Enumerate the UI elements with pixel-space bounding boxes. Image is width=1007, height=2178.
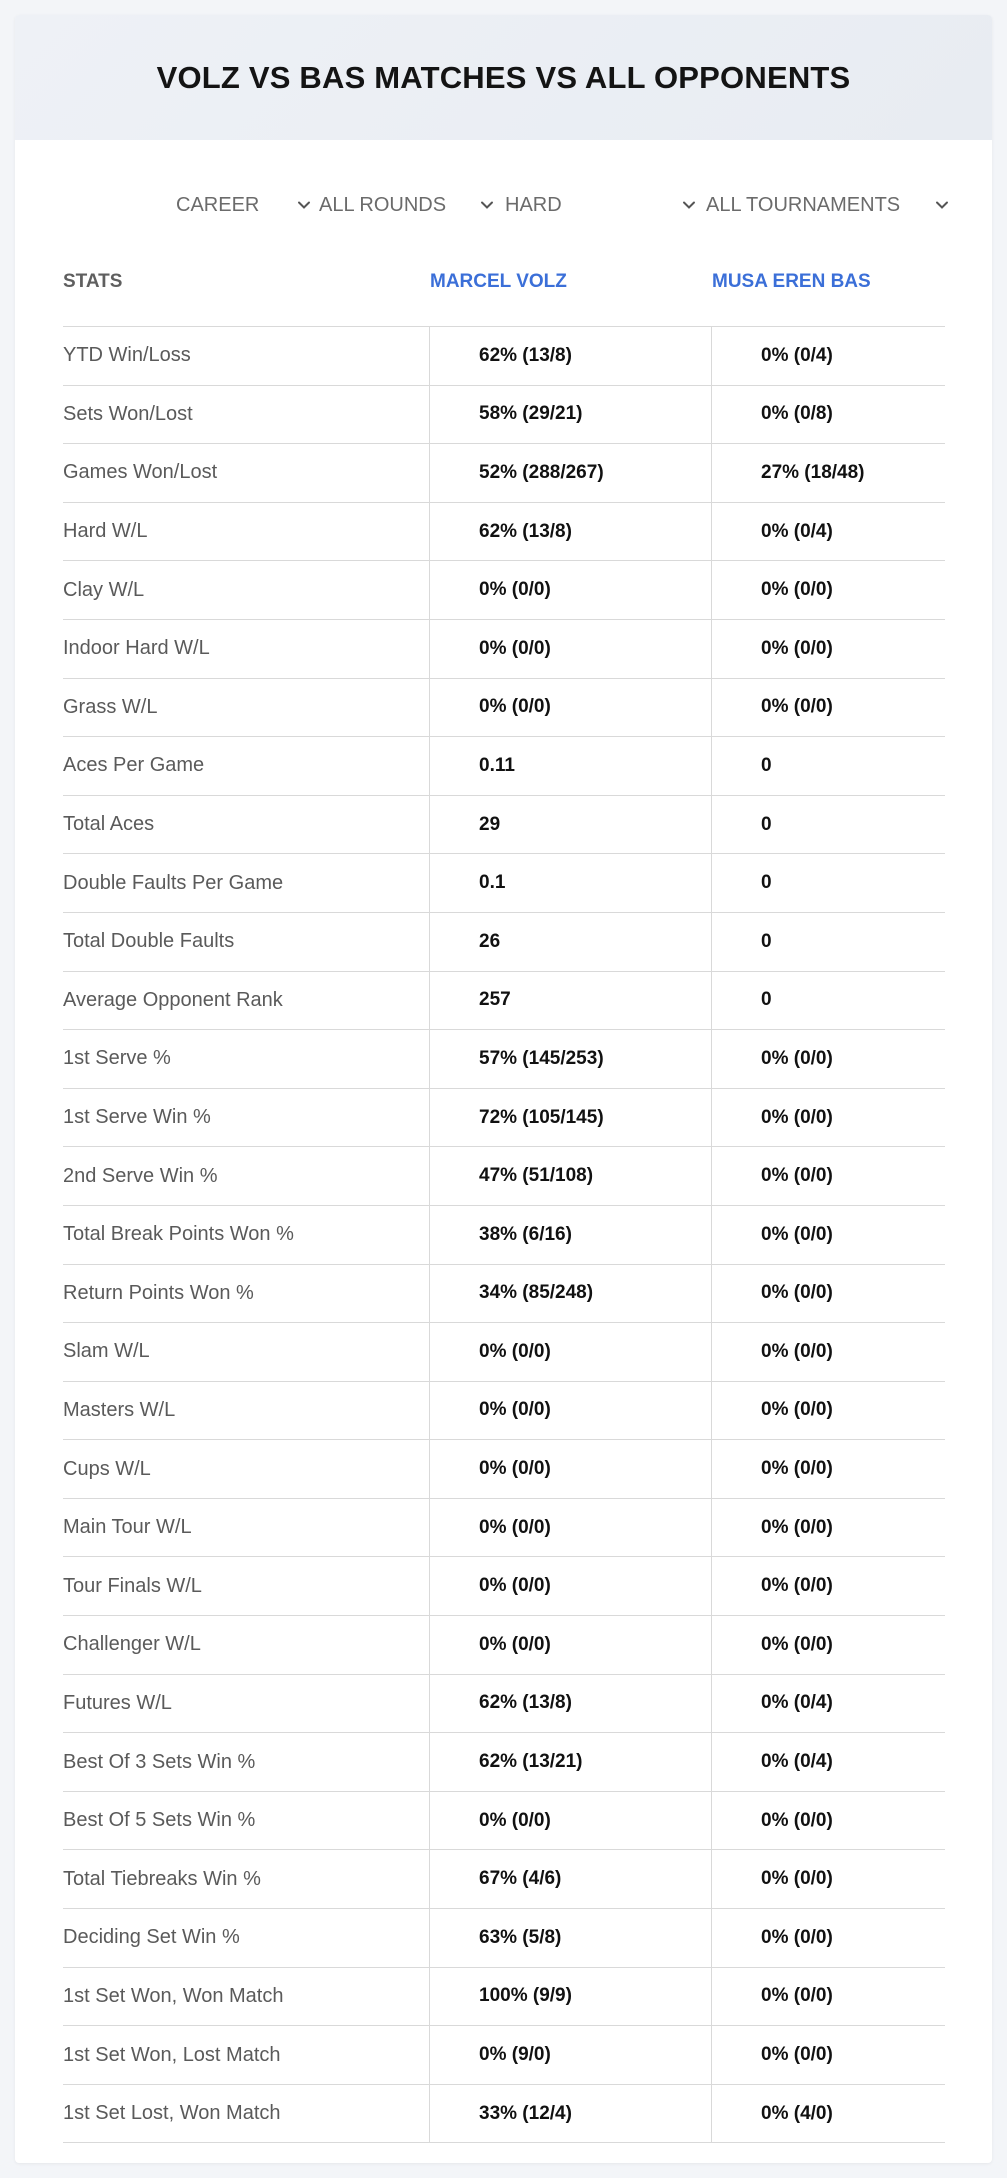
stat-label: Double Faults Per Game [63,871,284,894]
player1-value: 33% (12/4) [479,2102,572,2124]
stat-label: 1st Set Lost, Won Match [63,2102,281,2125]
table-row [63,1030,945,1089]
player1-value: 0% (0/0) [479,579,551,601]
stat-label: Indoor Hard W/L [63,637,210,660]
player1-value: 62% (13/21) [479,1751,583,1773]
player1-value: 52% (288/267) [479,461,604,483]
player2-value: 0% (0/0) [761,1926,833,1948]
stat-label: Tour Finals W/L [63,1574,202,1597]
table-row [63,2085,945,2144]
table-row [63,1499,945,1558]
player2-value: 0% (0/0) [761,1809,833,1831]
player2-value: 0% (0/4) [761,520,833,542]
player1-value: 67% (4/6) [479,1868,562,1890]
table-row [63,561,945,620]
table-header [63,255,945,327]
chevron-down-icon [296,197,312,213]
table-row [63,386,945,445]
stat-label: Clay W/L [63,578,145,601]
table-row [63,1675,945,1734]
stat-label: Total Double Faults [63,930,235,953]
stat-label: Challenger W/L [63,1633,201,1656]
stat-label: Return Points Won % [63,1281,254,1304]
player2-value: 0% (0/0) [761,1282,833,1304]
chevron-down-icon [681,197,697,213]
stat-label: Deciding Set Win % [63,1926,240,1949]
stat-label: Total Tiebreaks Win % [63,1867,261,1890]
player1-value: 26 [479,930,501,952]
table-row [63,796,945,855]
table-row [63,1147,945,1206]
player2-value: 0% (0/0) [761,637,833,659]
table-row [63,1557,945,1616]
player2-value: 0% (0/0) [761,1047,833,1069]
player1-value: 0% (0/0) [479,1340,551,1362]
player2-value: 0% (0/0) [761,1458,833,1480]
surface-select[interactable] [505,185,705,225]
table-row [63,1323,945,1382]
player1-value: 0% (0/0) [479,1516,551,1538]
table-body [63,327,945,2143]
table-row [63,503,945,562]
player2-value: 0 [761,930,772,952]
surface-select-value: HARD [505,193,562,216]
table-row [63,1733,945,1792]
tournaments-select-value: ALL TOURNAMENTS [706,193,901,216]
player1-value: 58% (29/21) [479,403,583,425]
player1-value: 72% (105/145) [479,1106,604,1128]
player1-value: 34% (85/248) [479,1282,594,1304]
table-row [63,972,945,1031]
stat-label: Cups W/L [63,1457,151,1480]
player2-value: 0% (0/0) [761,2044,833,2066]
player2-value: 0 [761,989,772,1011]
stat-label: YTD Win/Loss [63,344,191,367]
player2-value: 0 [761,754,772,776]
stat-label: Grass W/L [63,695,158,718]
table-row [63,444,945,503]
rounds-select-value: ALL ROUNDS [319,193,447,216]
table-row [63,1440,945,1499]
table-row [63,1089,945,1148]
stat-label: Hard W/L [63,520,148,543]
stat-label: Aces Per Game [63,754,205,777]
stats-card [15,15,992,2163]
player2-value: 0% (4/0) [761,2102,833,2124]
stat-label: Slam W/L [63,1340,150,1363]
table-row [63,1850,945,1909]
table-row [63,1968,945,2027]
stat-label: 1st Set Won, Won Match [63,1984,284,2007]
player1-value: 62% (13/8) [479,1692,572,1714]
player1-value: 29 [479,813,501,835]
player1-value: 62% (13/8) [479,344,572,366]
player2-value: 0% (0/4) [761,1751,833,1773]
player1-value: 257 [479,989,511,1011]
player2-value: 0 [761,872,772,894]
table-row [63,620,945,679]
page-header [15,15,992,140]
stat-label: Futures W/L [63,1691,172,1714]
player2-value: 0% (0/0) [761,1633,833,1655]
table-row [63,1616,945,1675]
player2-value: 0% (0/0) [761,1340,833,1362]
stat-label: 1st Set Won, Lost Match [63,2043,281,2066]
table-row [63,1792,945,1851]
stats-table [63,255,945,2143]
player2-value: 0% (0/0) [761,1223,833,1245]
chevron-down-icon [479,197,495,213]
player2-value: 0% (0/0) [761,1165,833,1187]
player2-value: 0 [761,813,772,835]
player1-value: 0% (0/0) [479,696,551,718]
player1-value: 63% (5/8) [479,1926,562,1948]
player1-value: 100% (9/9) [479,1985,572,2007]
player2-value: 0% (0/4) [761,344,833,366]
stat-label: 1st Serve Win % [63,1106,211,1129]
player2-value: 0% (0/0) [761,1575,833,1597]
player2-value: 0% (0/0) [761,1106,833,1128]
player2-value: 0% (0/0) [761,1868,833,1890]
stat-label: Masters W/L [63,1398,176,1421]
player2-value: 27% (18/48) [761,461,865,483]
player2-value: 0% (0/8) [761,403,833,425]
player1-value: 38% (6/16) [479,1223,572,1245]
stat-label: Total Aces [63,813,155,836]
stat-label: 1st Serve % [63,1047,171,1070]
column-divider [429,327,430,2143]
player1-value: 0% (0/0) [479,1575,551,1597]
stats-column-header: STATS [63,271,123,292]
player1-value: 0% (0/0) [479,1458,551,1480]
stat-label: Best Of 3 Sets Win % [63,1750,256,1773]
stat-label: 2nd Serve Win % [63,1164,218,1187]
player1-value: 0% (0/0) [479,1809,551,1831]
player2-value: 0% (0/0) [761,1985,833,2007]
rounds-select[interactable] [319,185,499,225]
stat-label: Best Of 5 Sets Win % [63,1809,256,1832]
stat-label: Main Tour W/L [63,1516,192,1539]
stat-label: Average Opponent Rank [63,988,283,1011]
player2-value: 0% (0/0) [761,1399,833,1421]
table-row [63,1909,945,1968]
player1-value: 0% (0/0) [479,637,551,659]
table-row [63,854,945,913]
page-title: VOLZ VS BAS MATCHES VS ALL OPPONENTS [156,59,851,95]
table-row [63,1382,945,1441]
player1-value: 47% (51/108) [479,1165,594,1187]
player2-value: 0% (0/0) [761,579,833,601]
chevron-down-icon [934,197,950,213]
player2-value: 0% (0/0) [761,696,833,718]
table-row [63,913,945,972]
filter-bar [15,185,992,225]
player1-column-header[interactable]: MARCEL VOLZ [430,271,567,292]
column-divider [711,327,712,2143]
table-row [63,1206,945,1265]
player1-value: 0% (0/0) [479,1633,551,1655]
player2-value: 0% (0/0) [761,1516,833,1538]
period-select[interactable] [176,185,316,225]
player2-column-header[interactable]: MUSA EREN BAS [712,271,871,292]
table-row [63,327,945,386]
player1-value: 62% (13/8) [479,520,572,542]
table-row [63,679,945,738]
player1-value: 0.1 [479,872,506,894]
stat-label: Games Won/Lost [63,461,218,484]
table-row [63,1265,945,1324]
tournaments-select[interactable] [706,185,956,225]
stat-label: Total Break Points Won % [63,1223,294,1246]
player1-value: 57% (145/253) [479,1047,604,1069]
table-row [63,2026,945,2085]
period-select-value: CAREER [176,193,260,216]
player1-value: 0% (9/0) [479,2044,551,2066]
player1-value: 0.11 [479,754,515,776]
table-row [63,737,945,796]
stat-label: Sets Won/Lost [63,402,193,425]
player2-value: 0% (0/4) [761,1692,833,1714]
player1-value: 0% (0/0) [479,1399,551,1421]
